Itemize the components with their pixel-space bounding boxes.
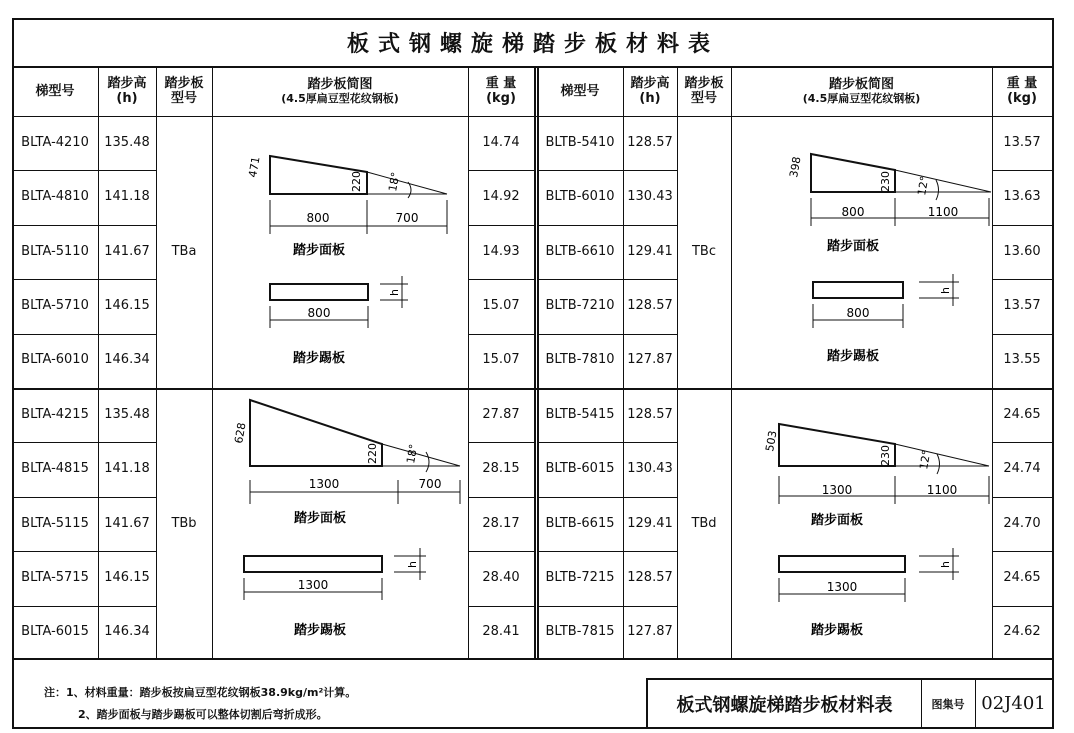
header-weight-line1: 重 量 [485,76,517,92]
header-height-right-line1: 踏步高 [630,76,670,92]
row-divider [12,170,156,171]
diagram-tbd [731,388,992,660]
right-row-weight: 24.65 [1003,569,1041,585]
right-row-model: BLTB-5415 [545,406,615,422]
note-2: 2、踏步面板与踏步踢板可以整体切割后弯折成形。 [78,708,328,721]
header-diagram-right-line1: 踏步板简图 [828,77,894,93]
right-row-weight: 13.55 [1003,352,1041,368]
left-row-model: BLTA-4210 [21,134,89,150]
left-row-weight: 28.40 [482,569,520,585]
tbd-len1: 1300 [821,483,853,497]
left-row-weight: 14.74 [482,134,520,150]
header-diagram-right [731,68,992,116]
row-divider [12,497,156,498]
header-height [98,68,156,116]
right-row-model: BLTB-7215 [545,569,615,585]
row-divider [537,279,677,280]
left-row-h: 141.67 [104,243,150,259]
tba-inner-width: 220 [350,171,363,192]
diagram-tbb [212,388,468,660]
tbc-angle: 12° [915,175,932,197]
tbb-len1: 1300 [308,477,340,491]
left-row-model: BLTA-5710 [21,297,89,313]
tbc-inner-width: 230 [879,171,892,192]
row-divider [992,442,1052,443]
right-row-weight: 13.57 [1003,134,1041,150]
title-block [646,678,1054,729]
row-divider [537,442,677,443]
right-row-weight: 24.62 [1003,624,1041,640]
right-row-h: 128.57 [627,569,673,585]
left-row-model: BLTA-6015 [21,624,89,640]
row-divider [468,225,534,226]
right-row-weight: 13.63 [1003,189,1041,205]
header-weight [468,68,534,116]
left-row-model: BLTA-5715 [21,569,89,585]
header-diagram-line2: (4.5厚扁豆型花纹钢板) [281,92,399,106]
right-row-model: BLTB-6610 [545,243,615,259]
header-height-right-line2: (h) [639,91,661,106]
right-row-h: 128.57 [627,297,673,313]
row-divider [468,606,534,607]
tbd-riser-len: 1300 [826,580,858,594]
header-weight-right-line1: 重 量 [1006,76,1038,92]
header-type-right-line2: 型号 [690,91,717,106]
left-row-model: BLTA-5110 [21,243,89,259]
row-divider [468,170,534,171]
left-row-h: 146.34 [104,352,150,368]
right-row-h: 129.41 [627,515,673,531]
tbb-inner-width: 220 [366,443,379,464]
left-row-h: 135.48 [104,134,150,150]
header-weight-right-line2: (kg) [1007,91,1037,106]
tbd-angle: 12° [917,449,934,471]
row-divider [537,497,677,498]
row-divider [468,442,534,443]
row-divider [537,170,677,171]
row-divider [468,551,534,552]
col-line [623,68,624,658]
row-divider [12,606,156,607]
table-title [12,18,1054,68]
header-height-line1: 踏步高 [107,76,147,92]
right-row-model: BLTB-6615 [545,515,615,531]
right-row-h: 129.41 [627,243,673,259]
col-line [992,68,993,658]
col-line [677,68,678,658]
tbc-h: h [939,287,952,294]
right-row-weight: 13.60 [1003,243,1041,259]
diagram-tba [212,116,468,388]
row-divider [537,334,677,335]
left-row-h: 146.34 [104,624,150,640]
right-row-model: BLTB-6010 [545,189,615,205]
row-divider [992,551,1052,552]
right-row-model: BLTB-5410 [545,134,615,150]
title-block-name: 板式钢螺旋梯踏步板材料表 [648,680,922,727]
header-type-line2: 型号 [170,91,197,106]
page-title: 板式钢螺旋梯踏步板材料表 [346,31,719,57]
tbb-riser-label: 踏步踢板 [293,623,347,638]
left-row-h: 146.15 [104,297,150,313]
row-divider [468,334,534,335]
header-diagram-right-line2: (4.5厚扁豆型花纹钢板) [802,92,921,106]
right-row-model: BLTB-7210 [545,297,615,313]
header-weight-right [992,68,1052,116]
left-row-weight: 27.87 [482,406,520,422]
tba-h: h [388,289,401,296]
title-block-atlas-label: 图集号 [921,680,976,727]
right-row-model: BLTB-7810 [545,352,615,368]
row-divider [12,279,156,280]
row-divider [537,606,677,607]
left-row-h: 135.48 [104,406,150,422]
row-divider [12,334,156,335]
tbb-angle: 18° [404,443,421,465]
left-row-weight: 15.07 [482,352,520,368]
col-line [534,68,536,658]
left-row-model: BLTA-4810 [21,189,89,205]
type-code-b: TBb [171,515,197,531]
header-diagram-line1: 踏步板简图 [307,77,373,93]
type-code-a: TBa [171,243,197,259]
left-row-weight: 14.93 [482,243,520,259]
row-divider [992,279,1052,280]
right-row-h: 130.43 [627,189,673,205]
right-row-h: 128.57 [627,406,673,422]
row-divider [468,279,534,280]
left-row-model: BLTA-6010 [21,352,89,368]
col-line [156,68,157,658]
header-type-right-line1: 踏步板 [684,76,724,92]
right-row-h: 127.87 [627,624,673,640]
header-type-line1: 踏步板 [164,76,204,92]
left-row-weight: 14.92 [482,189,520,205]
tbb-h: h [406,561,419,568]
col-line [537,68,539,658]
tbb-tread-label: 踏步面板 [293,511,347,526]
tba-len1: 800 [306,211,330,225]
right-row-weight: 24.65 [1003,406,1041,422]
title-block-atlas-no: 02J401 [981,693,1046,714]
left-row-model: BLTA-4815 [21,461,89,477]
left-row-h: 141.18 [104,189,150,205]
col-line [98,68,99,658]
row-divider [992,225,1052,226]
header-diagram [212,68,468,116]
tba-riser-len: 800 [307,306,331,320]
row-divider [12,442,156,443]
row-divider [992,334,1052,335]
right-row-h: 128.57 [627,134,673,150]
header-model: 梯型号 [35,83,75,99]
tbc-tread-label: 踏步面板 [826,239,880,254]
left-row-weight: 28.41 [482,624,520,640]
col-line [468,68,469,658]
header-weight-line2: (kg) [486,91,516,106]
right-row-model: BLTB-7815 [545,624,615,640]
row-divider [992,606,1052,607]
left-row-model: BLTA-4215 [21,406,89,422]
right-row-weight: 24.70 [1003,515,1041,531]
left-row-weight: 28.15 [482,461,520,477]
left-row-h: 141.67 [104,515,150,531]
header-type [156,68,212,116]
tbc-len1: 800 [841,205,865,219]
tbd-tread-label: 踏步面板 [810,513,864,528]
tbd-riser-label: 踏步踢板 [810,623,864,638]
tba-outer-width: 471 [246,155,263,179]
header-type-right [677,68,731,116]
header-height-right [623,68,677,116]
tba-riser-label: 踏步踢板 [292,351,346,366]
type-code-d: TBd [691,515,717,531]
right-row-h: 127.87 [627,352,673,368]
tbb-riser-len: 1300 [297,578,329,592]
tbd-h: h [939,561,952,568]
tbc-riser-label: 踏步踢板 [826,349,880,364]
row-divider [537,225,677,226]
note-1: 注：1、材料重量：踏步板按扁豆型花纹钢板38.9kg/m²计算。 [44,686,357,699]
tbb-len2: 700 [418,477,442,491]
tbd-inner-width: 230 [879,445,892,466]
left-row-h: 141.18 [104,461,150,477]
type-code-c: TBc [691,243,716,259]
tbb-outer-width: 628 [232,421,249,445]
row-divider [12,551,156,552]
tbc-riser-len: 800 [846,306,870,320]
right-row-weight: 13.57 [1003,297,1041,313]
header-height-line2: (h) [116,91,138,106]
right-row-weight: 24.74 [1003,461,1041,477]
tba-tread-label: 踏步面板 [292,243,346,258]
left-row-model: BLTA-5115 [21,515,89,531]
row-divider [537,551,677,552]
row-divider [12,225,156,226]
tba-len2: 700 [395,211,419,225]
tbd-len2: 1100 [926,483,958,497]
right-row-h: 130.43 [627,461,673,477]
header-model-right: 梯型号 [560,83,600,99]
left-row-h: 146.15 [104,569,150,585]
right-row-model: BLTB-6015 [545,461,615,477]
tba-angle: 18° [386,171,403,193]
row-divider [992,170,1052,171]
left-row-weight: 28.17 [482,515,520,531]
diagram-tbc [731,116,992,388]
materials-table [12,68,1054,660]
tbc-outer-width: 398 [787,155,804,179]
row-divider [992,497,1052,498]
tbc-len2: 1100 [927,205,959,219]
tbd-outer-width: 503 [763,429,780,453]
left-row-weight: 15.07 [482,297,520,313]
row-divider [468,497,534,498]
